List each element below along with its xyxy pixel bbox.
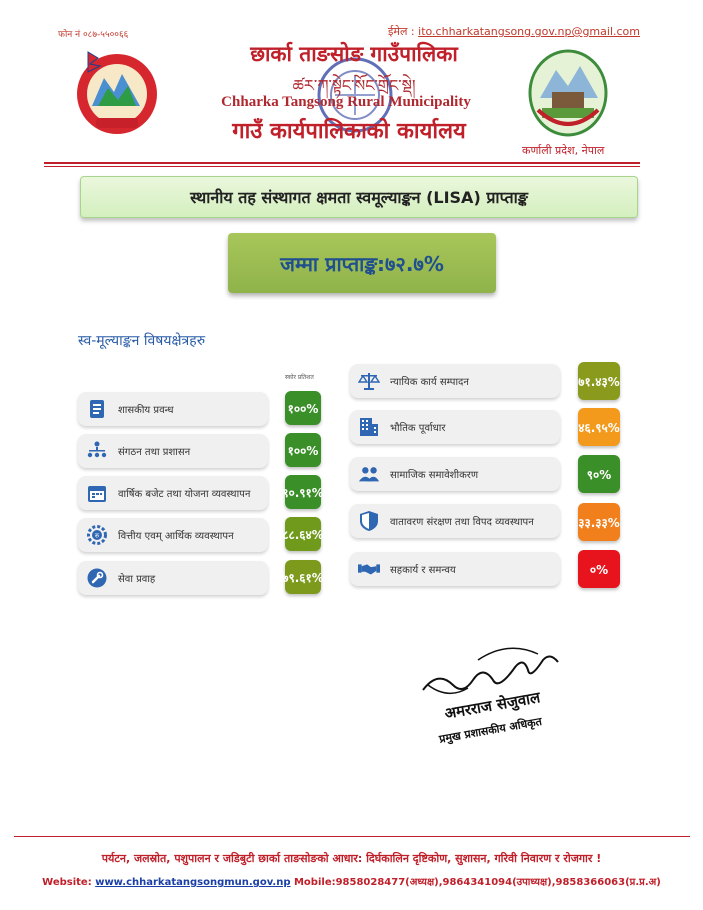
signatory-name: अमरराज सेजुवाल (443, 688, 542, 723)
area-label: शासकीय प्रवन्ध (118, 405, 174, 416)
email-label: ईमेल : (388, 25, 415, 38)
svg-text:रु: रु (94, 532, 100, 540)
scales-icon (358, 370, 380, 392)
footer-divider (14, 836, 690, 837)
document-icon (86, 398, 108, 420)
mobile-numbers: Mobile:9858028477(अध्यक्ष),9864341094(उपाध्यक्ष),9858366063(प्र.प्र.अ) (293, 877, 661, 888)
shield-icon (358, 510, 380, 532)
office-title-np: गाउँ कार्यपालिकाको कार्यालय (232, 119, 466, 144)
nepal-emblem-logo (74, 46, 160, 138)
website-link[interactable]: www.chharkatangsongmun.gov.np (95, 877, 291, 888)
footer-contact (0, 874, 703, 888)
footer-slogan: पर्यटन, जलस्रोत, पशुपालन र जडिबुटी छार्का ताङसोङको आधार: दिर्घकालिन दृष्टिकोण, सुशासन, गरिवी निवारण र रोजगार ! (101, 852, 602, 865)
area-row-collaboration (350, 552, 560, 586)
municipality-emblem-logo (528, 48, 608, 138)
area-row-infrastructure (350, 410, 560, 444)
signatory-designation: प्रमुख प्रशासकीय अधिकृत (438, 714, 543, 746)
area-row-governance (78, 392, 268, 426)
municipality-title-en: Chharka Tangsong Rural Municipality (221, 94, 471, 110)
area-row-social-inclusion (350, 457, 560, 491)
score-badge: ८८.६४% (285, 517, 321, 551)
score-badge: ४६.९५% (578, 408, 620, 446)
email-link[interactable]: ito.chharkatangsong.gov.np@gmail.com (418, 25, 640, 38)
org-chart-icon (86, 440, 108, 462)
website-label: Website: (42, 877, 92, 888)
wrench-icon (86, 567, 108, 589)
header-divider (44, 162, 640, 164)
handshake-icon (358, 558, 380, 580)
section-title: स्व-मूल्याङ्कन विषयक्षेत्रहरु (78, 333, 206, 349)
area-label: वातावरण संरक्षण तथा विपद व्यवस्थापन (390, 517, 534, 528)
area-row-service (78, 561, 268, 595)
area-label: वित्तीय एवम् आर्थिक व्यवस्थापन (118, 531, 234, 542)
area-label: वार्षिक बजेट तथा योजना व्यवस्थापन (118, 489, 251, 500)
area-label: सेवा प्रवाह (118, 574, 156, 585)
lisa-title-banner: स्थानीय तह संस्थागत क्षमता स्वमूल्याङ्कन (LISA) प्राप्ताङ्क (80, 176, 638, 218)
score-badge: ०% (578, 550, 620, 588)
email-line (388, 24, 640, 39)
finance-gear-icon (86, 524, 108, 546)
area-label: भौतिक पूर्वाधार (390, 423, 446, 434)
area-label: संगठन तथा प्रशासन (118, 447, 191, 458)
area-row-judicial (350, 364, 560, 398)
municipality-title-tibetan: ཚར་ཀ་སྟེང་སོང་གྲོང་སྡེ། (292, 76, 416, 95)
area-label: सामाजिक समावेशीकरण (390, 470, 479, 481)
score-badge: ९०.९१% (285, 475, 321, 509)
area-row-budget (78, 476, 268, 510)
area-row-organization (78, 434, 268, 468)
score-badge: ९०% (578, 455, 620, 493)
header-divider-thin (44, 166, 640, 167)
score-badge: ७९.६१% (285, 560, 321, 594)
score-badge: ३३.३३% (578, 503, 620, 541)
score-badge: ७१.४३% (578, 362, 620, 400)
area-label: सहकार्य र समन्वय (390, 565, 456, 576)
address-np: कर्णाली प्रदेश, नेपाल (522, 144, 605, 157)
area-label: न्यायिक कार्य सम्पादन (390, 377, 469, 388)
phone-text: फोन नं ०८७-५५००६६ (58, 30, 129, 40)
municipality-title-np: छार्का ताङसोङ गाउँपालिका (250, 42, 458, 66)
score-column-header: स्कोर प्रतिशत (285, 374, 314, 381)
building-icon (358, 416, 380, 438)
area-row-finance (78, 518, 268, 552)
area-row-environment (350, 504, 560, 538)
calendar-icon (86, 482, 108, 504)
total-score-box: जम्मा प्राप्ताङ्क:७२.७% (228, 233, 496, 293)
score-badge: १००% (285, 433, 321, 467)
score-badge: १००% (285, 391, 321, 425)
people-icon (358, 463, 380, 485)
